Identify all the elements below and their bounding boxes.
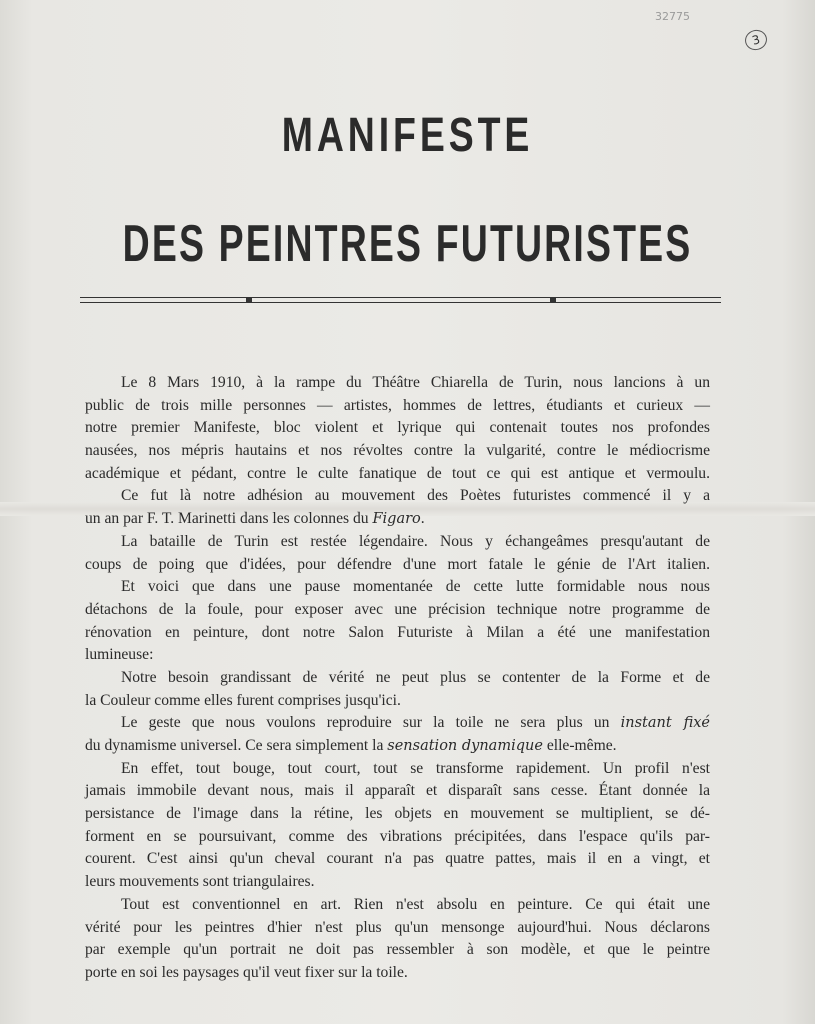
decorative-rule <box>80 296 721 304</box>
text-line: En effet, tout bouge, tout court, tout se transforme rapidement. Un profil n'est <box>121 759 710 777</box>
paragraph <box>85 372 710 485</box>
text-line: la Couleur comme elles furent comprises jusqu'ici. <box>85 691 401 709</box>
italic-phrase: instant fixé <box>620 715 711 732</box>
text-line: académique et pédant, contre le culte fanatique de tout ce qui est antique et vermoulu. <box>85 464 710 482</box>
text-line: forment en se poursuivant, comme des vibrations précipitées, dans l'espace qu'ils par- <box>85 827 710 845</box>
paragraph <box>85 712 710 757</box>
text-line <box>85 712 710 735</box>
text-line: Le 8 Mars 1910, à la rampe du Théâtre Chiarella de Turin, nous lancions à un <box>121 374 710 391</box>
title-line-1: MANIFESTE <box>281 109 534 162</box>
text-run: un an par F. T. Marinetti dans les colonnes du <box>85 510 373 528</box>
text-run: Le geste que nous voulons reproduire sur la toile ne sera plus un <box>121 714 621 732</box>
text-line <box>85 735 710 758</box>
text-line: détachons de la foule, pour exposer avec une précision technique notre programme de <box>85 600 710 618</box>
text-line: Et voici que dans une pause momentanée de cette lutte formidable nous nous <box>121 578 710 596</box>
text-line: courent. C'est ainsi qu'un cheval courant n'a pas quatre pattes, mais il en a vingt, et <box>85 850 710 868</box>
text-line <box>85 508 710 531</box>
text-line: jamais immobile devant nous, mais il apparaît et disparaît sans cesse. Étant donnée la <box>85 782 710 800</box>
italic-title: Figaro <box>372 511 421 528</box>
text-line: lumineuse: <box>85 646 154 664</box>
text-line: notre premier Manifeste, bloc violent et lyrique qui contenait toutes nos profondes <box>85 419 710 437</box>
paragraph <box>85 758 710 894</box>
italic-phrase: sensation dynamique <box>387 738 543 754</box>
paragraph <box>85 576 710 667</box>
text-run: du dynamisme universel. Ce sera simplement la <box>85 737 388 754</box>
text-line: leurs mouvements sont triangulaires. <box>85 873 315 891</box>
text-line: Notre besoin grandissant de vérité ne peut plus se contenter de la Forme et de <box>121 668 710 686</box>
text-line: porte en soi les paysages qu'il veut fixer sur la toile. <box>85 963 408 981</box>
text-line: nausées, nos mépris hautains et nos révoltes contre la vulgarité, contre le médiocrisme <box>85 442 710 460</box>
text-line: Ce fut là notre adhésion au mouvement des Poètes futuristes commencé il y a <box>121 487 710 505</box>
paragraph <box>85 894 710 985</box>
page-number: 3 <box>743 27 769 52</box>
text-line: La bataille de Turin est restée légendaire. Nous y échangeâmes presqu'autant de <box>121 532 710 550</box>
text-line: persistance de l'image dans la rétine, les objets en mouvement se multiplient, se dé- <box>85 805 710 823</box>
manifesto-body <box>85 372 710 985</box>
text-line: public de trois mille personnes — artistes, hommes de lettres, étudiants et curieux — <box>85 396 710 414</box>
paragraph <box>85 531 710 576</box>
accession-number: 32775 <box>655 10 690 23</box>
text-line: rénovation en peinture, dont notre Salon Futuriste à Milan a été une manifestation <box>85 623 710 641</box>
text-line: par exemple qu'un portrait ne doit pas ressembler à son modèle, et que le peintre <box>85 941 710 959</box>
title-line-2: DES PEINTRES FUTURISTES <box>122 215 693 273</box>
text-line: vérité pour les peintres d'hier n'est plus qu'un mensonge aujourd'hui. Nous déclarons <box>85 918 710 936</box>
paragraph <box>85 485 710 530</box>
paragraph <box>85 667 710 712</box>
text-line: coups de poing que d'idées, pour défendre d'une mort fatale le génie de l'Art italien. <box>85 555 710 573</box>
text-line: Tout est conventionnel en art. Rien n'est absolu en peinture. Ce qui était une <box>121 895 710 913</box>
text-run: . <box>420 510 425 528</box>
text-run: elle-même. <box>542 737 617 754</box>
